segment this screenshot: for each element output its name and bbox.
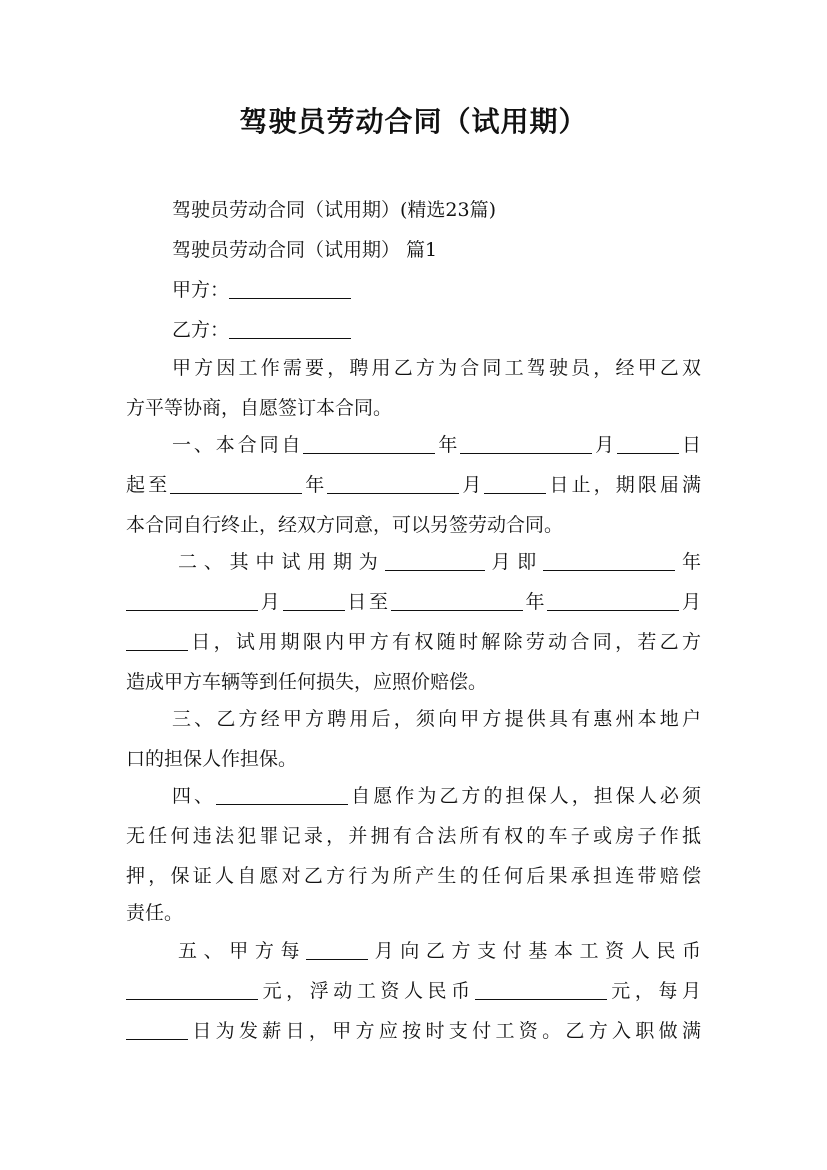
clause-4-line-2: 无任何违法犯罪记录，并拥有合法所有权的车子或房子作抵: [126, 825, 701, 847]
pay-period-blank[interactable]: [306, 937, 368, 960]
clause-2-line-2: [126, 583, 701, 621]
party-b-line: [172, 311, 572, 349]
end-year-blank[interactable]: [170, 471, 302, 494]
party-a-line: [172, 271, 572, 309]
clause-1-line-1: [172, 426, 701, 464]
year-label: 年: [302, 474, 328, 496]
probation-months-blank[interactable]: [385, 548, 485, 571]
start-month-blank[interactable]: [460, 431, 592, 454]
clause-1-line-2: [126, 466, 701, 504]
document-title: 驾驶员劳动合同（试用期）: [239, 105, 588, 138]
clause-5-text: 日为发薪日，甲方应按时支付工资。乙方入职做满: [188, 1020, 701, 1042]
clause-2-line-4: 造成甲方车辆等到任何损失，应照价赔偿。: [126, 671, 488, 693]
end-day-blank[interactable]: [484, 471, 546, 494]
start-day-blank[interactable]: [617, 431, 679, 454]
party-b-blank[interactable]: [229, 316, 351, 339]
party-a-label: 甲方：: [172, 279, 230, 301]
year-label: 年: [435, 434, 461, 456]
clause-1-line-3: 本合同自行终止，经双方同意，可以另签劳动合同。: [126, 514, 564, 536]
clause-2-text: 日至: [344, 591, 391, 613]
probation-end-year-blank[interactable]: [391, 588, 523, 611]
clause-2-line-3: [126, 623, 701, 661]
party-b-label: 乙方：: [172, 319, 230, 341]
clause-4-line-1: [172, 777, 701, 815]
clause-5-text: 五、甲方每: [178, 940, 307, 962]
month-label: 月: [459, 474, 485, 496]
probation-end-month-blank[interactable]: [547, 588, 679, 611]
clause-3-line-1: 三、乙方经甲方聘用后，须向甲方提供具有惠州本地户: [172, 708, 701, 730]
clause-5-line-1: [178, 932, 701, 970]
payday-blank[interactable]: [126, 1017, 188, 1040]
floating-salary-blank[interactable]: [475, 977, 607, 1000]
guarantor-name-blank[interactable]: [216, 782, 348, 805]
month-label: 月: [679, 591, 701, 613]
clause-1-text: 一、本合同自: [172, 434, 304, 456]
clause-1-text: 日止，期限届满: [546, 474, 701, 496]
clause-5-text: 元，浮动工资人民币: [258, 980, 475, 1002]
clause-5-text: 元，每月: [606, 980, 701, 1002]
clause-4-text: 自愿作为乙方的担保人，担保人必须: [348, 785, 701, 807]
start-year-blank[interactable]: [303, 431, 435, 454]
intro-line-1: 甲方因工作需要，聘用乙方为合同工驾驶员，经甲乙双: [172, 357, 701, 379]
clause-1-text: 起至: [126, 474, 171, 496]
clause-5-line-3: [126, 1012, 701, 1050]
year-label: 年: [675, 551, 701, 573]
probation-start-year-blank[interactable]: [543, 548, 675, 571]
probation-start-month-blank[interactable]: [126, 588, 258, 611]
base-salary-blank[interactable]: [126, 977, 258, 1000]
clause-4-line-3: 押，保证人自愿对乙方行为所产生的任何后果承担连带赔偿: [126, 865, 701, 887]
clause-2-text: 月即: [484, 551, 544, 573]
clause-2-text: 二、其中试用期为: [178, 551, 385, 573]
clause-2-text: 日，试用期限内甲方有权随时解除劳动合同，若乙方: [188, 631, 701, 653]
section-heading: 驾驶员劳动合同（试用期） 篇1: [172, 239, 438, 261]
clause-4-line-4: 责任。: [126, 902, 184, 924]
subtitle-line: 驾驶员劳动合同（试用期）(精选23篇): [172, 199, 497, 221]
clause-2-line-1: [178, 543, 701, 581]
month-label: 月: [592, 434, 618, 456]
clause-5-line-2: [126, 972, 701, 1010]
day-label: 日: [679, 434, 701, 456]
year-label: 年: [522, 591, 548, 613]
probation-end-day-blank[interactable]: [126, 628, 188, 651]
end-month-blank[interactable]: [327, 471, 459, 494]
clause-4-text: 四、: [172, 785, 217, 807]
party-a-blank[interactable]: [229, 276, 351, 299]
clause-5-text: 月向乙方支付基本工资人民币: [368, 940, 701, 962]
month-label: 月: [258, 591, 283, 613]
clause-3-line-2: 口的担保人作担保。: [126, 748, 298, 770]
intro-line-2: 方平等协商，自愿签订本合同。: [126, 397, 393, 419]
probation-start-day-blank[interactable]: [283, 588, 345, 611]
